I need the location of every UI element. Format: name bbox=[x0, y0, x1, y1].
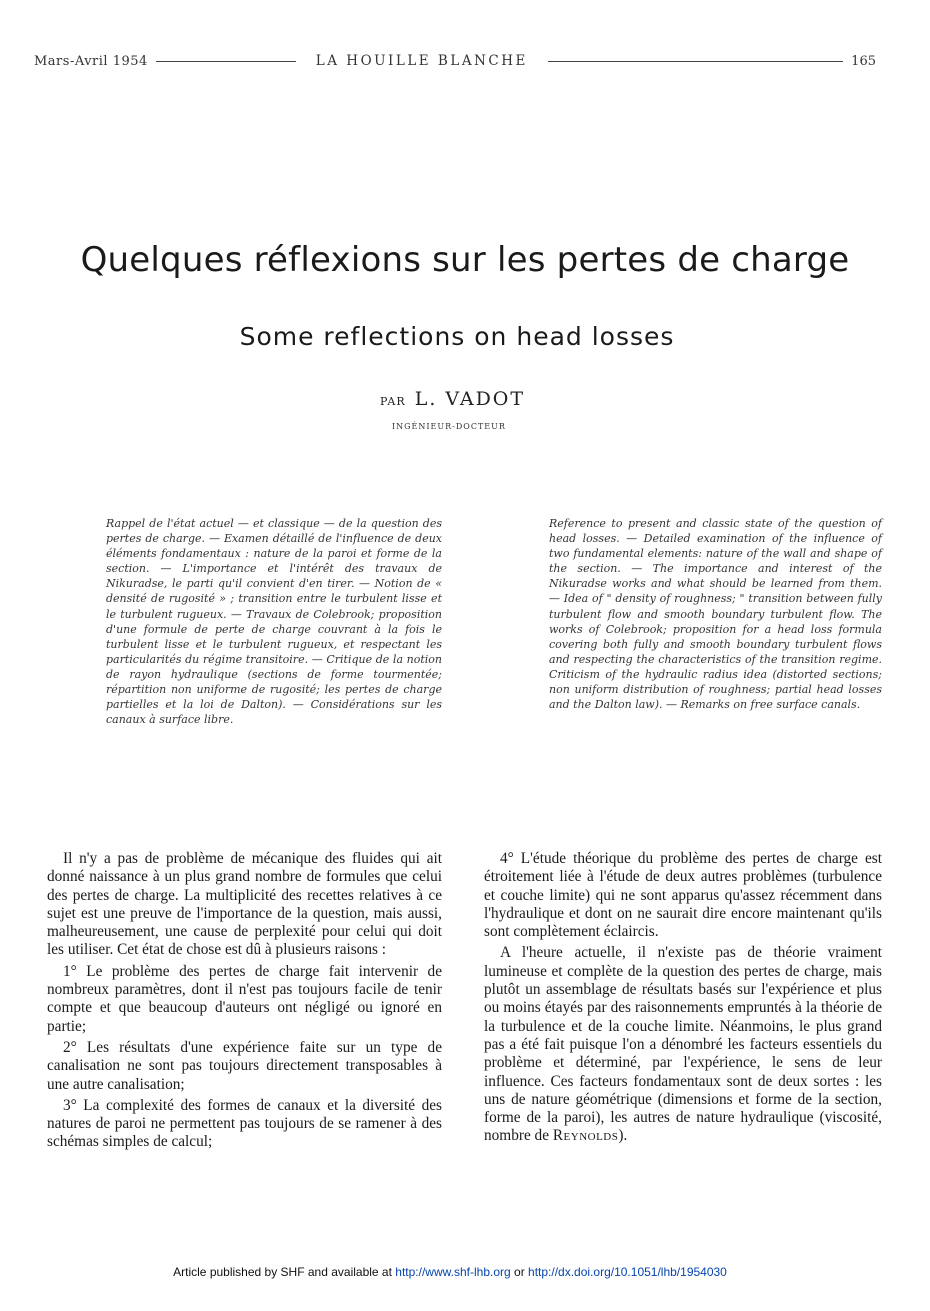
byline-prefix: PAR bbox=[380, 395, 406, 408]
issue-date: Mars-Avril 1954 bbox=[34, 53, 148, 69]
abstract-french: Rappel de l'état actuel — et classique — de la question des pertes de charge. — Examen détaillé de l'influence de deux éléments fondamentaux : nature de la paroi et forme de la section. — L'importance et l'intérêt des travaux de Nikuradse, le parti qu'il convient d'en tirer. — Notion de « densité de rugosité » ; transition entre le turbulent lisse et le turbulent rugueux. — Travaux de Colebrook; proposition d'une formule de perte de charge couvrant à la fois le turbulent lisse et le turbulent rugueux, et respectant les particularités du régime transitoire. — Critique de la notion de rayon hydraulique (sections de forme tourmentée; répartition non uniforme de rugosité; les pertes de charge partielles et la loi de Dalton). — Considérations sur les canaux à surface libre. bbox=[106, 517, 442, 727]
author-name: L. VADOT bbox=[414, 388, 526, 410]
body-paragraph: 3° La complexité des formes de canaux et la diversité des natures de paroi ne permettent pas toujours de se ramener à des schémas simples de calcul; bbox=[47, 1096, 442, 1151]
body-column-left bbox=[47, 850, 442, 1155]
header-rule-right bbox=[548, 61, 843, 62]
journal-name: LA HOUILLE BLANCHE bbox=[315, 53, 528, 69]
body-paragraph: Il n'y a pas de problème de mécanique des fluides qui ait donné naissance à un plus grand nombre de formules que celui des pertes de charge. La multiplicité des recettes relatives à ce sujet est une preuve de l'importance de la question, mais aussi, malheureusement, une cause de perplexité pour celui qui doit les utiliser. Cet état de chose est dû à plusieurs raisons : bbox=[47, 850, 442, 959]
publication-footer bbox=[0, 1265, 900, 1279]
body-paragraph: 2° Les résultats d'une expérience faite sur un type de canalisation ne sont pas toujours directement transposables à une autre canalisation; bbox=[47, 1038, 442, 1093]
body-paragraph bbox=[484, 944, 882, 1145]
footer-middle: or bbox=[514, 1265, 525, 1279]
body-paragraph: 4° L'étude théorique du problème des pertes de charge est étroitement liée à l'étude de deux autres problèmes (turbulence et couche limite) qui ne sont apparus qu'assez récemment dans l'hydraulique et dont on ne saurait dire encore maintenant qu'ils sont complètement éclaircis. bbox=[484, 850, 882, 941]
running-head bbox=[34, 50, 876, 72]
article-title: Quelques réflexions sur les pertes de charge bbox=[80, 240, 850, 280]
body-paragraph: 1° Le problème des pertes de charge fait intervenir de nombreux paramètres, dont il n'est pas toujours facile de tenir compte et que beaucoup d'auteurs ont négligé ou ignoré en partie; bbox=[47, 962, 442, 1035]
byline bbox=[380, 388, 540, 410]
article-subtitle: Some reflections on head losses bbox=[239, 322, 675, 351]
header-rule-left bbox=[156, 61, 296, 62]
body-text-end: ). bbox=[618, 1127, 628, 1145]
shf-link[interactable]: http://www.shf-lhb.org bbox=[395, 1265, 511, 1279]
author-credential: INGÉNIEUR-DOCTEUR bbox=[392, 422, 506, 431]
body-column-right bbox=[484, 850, 882, 1149]
doi-link[interactable]: http://dx.doi.org/10.1051/lhb/1954030 bbox=[528, 1265, 727, 1279]
body-text: A l'heure actuelle, il n'existe pas de théorie vraiment lumineuse et complète de la question des pertes de charge, mais plutôt un assemblage de résultats basés sur l'expérience et plus ou moins étayés par des raisonnements empruntés à la théorie de la turbulence et de la couche limite. Néanmoins, le plus grand pas a été fait puisque l'on a dénombré les facteurs essentiels du problème et déterminé, par l'expérience, le sens de leur influence. Ces facteurs fondamentaux sont de deux sortes : les uns de nature géométrique (dimensions et forme de la section, forme de la paroi), les autres de nature hydraulique (viscosité, nombre de bbox=[484, 944, 882, 1145]
page-number: 165 bbox=[851, 53, 876, 69]
reynolds-name: Reynolds bbox=[552, 1127, 619, 1145]
footer-prefix: Article published by SHF and available at bbox=[173, 1265, 392, 1279]
abstract-english: Reference to present and classic state of the question of head losses. — Detailed examination of the influence of two fundamental elements: nature of the wall and shape of the section. — The importance and interest of the Nikuradse works and what should be learned from them. — Idea of " density of roughness; " transition between fully turbulent flow and smooth boundary turbulent flow. The works of Colebrook; proposition for a head loss formula covering both fully and smooth boundary turbulent flows and respecting the characteristics of the transition regime. Criticism of the hydraulic radius idea (distorted sections; non uniform distribution of roughness; partial head losses and the Dalton law). — Remarks on free surface canals. bbox=[549, 517, 882, 712]
